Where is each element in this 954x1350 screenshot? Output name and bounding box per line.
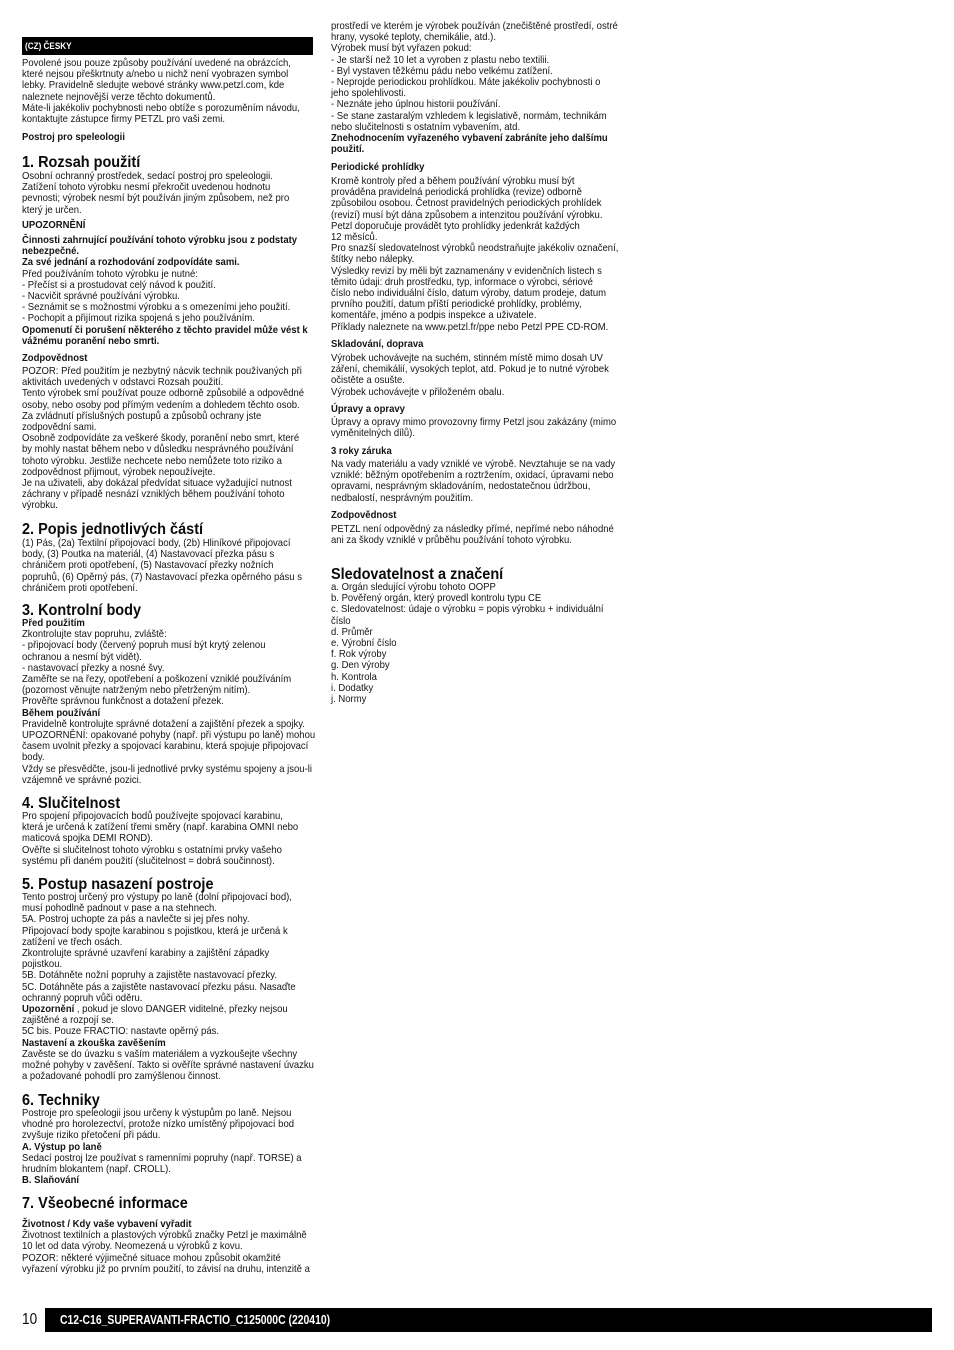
intro-paragraph: Povolené jsou pouze způsoby používání uvedené na obrázcích, které nejsou přeškrtnuty a/nebo u nichž není vyobrazen symbol lebky. Pravidelně sledujte webové stránky www.petzl.com, kde naleznete nejnovější verze těchto dokumentů. Máte-li jakékoliv pochybnosti nebo obtíže s porozuměním návodu, kontaktujte zástupce firmy PETZL pro vaši zemi. (22, 57, 300, 126)
during-use-label: Během používání (22, 706, 101, 719)
traceability-list (331, 582, 622, 705)
section-5-block (22, 892, 313, 1082)
suspension-test-label: Nastavení a zkouška zavěšením (22, 1036, 166, 1049)
right-column (331, 0, 622, 1300)
product-name: Postroj pro speleologii (22, 131, 125, 143)
section-1-warning-block (22, 235, 313, 347)
section-1-warning-label: UPOZORNĚNÍ (22, 219, 86, 231)
lifetime-text-part-1: Životnost textilních a plastových výrobků značky Petzl je maximálně 10 let od data výroby. Neomezená u výrobků z kovu. POZOR: některé výjimečné situace mohou způsobit okamžité vyřazení výrobku již po prvním použití, to závisí na druhu, intenzitě a (22, 1229, 310, 1275)
section-5-title: 5. Postup nasazení postroje (22, 876, 214, 893)
traceability-title: Sledovatelnost a značení (331, 566, 504, 583)
warranty-label: 3 roky záruka (331, 445, 392, 457)
before-use-text: Zkontrolujte stav popruhu, zvláště: - připojovací body (červený popruh musí být krytý zelenou ochranou a nesmí být vidět). - nastavovací přezky a nosné švy. Zaměřte se na řezy, opotřebení a poškození vzniklé používáním (pozornost věnujte natrženým nebo přetrženým nitím). Prověřte správnou funkčnost a dotažení přezek. (22, 628, 292, 708)
list-item: j. Normy (331, 693, 367, 706)
list-item: h. Kontrola (331, 670, 377, 683)
descent-label: B. Slaňování (22, 1174, 80, 1187)
rope-ascent-text: Sedací postroj lze používat s ramenními popruhy (např. TORSE) a hrudním blokantem (např. CROLL). (22, 1151, 302, 1176)
section-5-warning-label: Upozornění (22, 1003, 75, 1016)
list-item: c. Sledovatelnost: údaje o výrobku = popis výrobku + individuální číslo (331, 603, 604, 627)
liability-text: PETZL není odpovědný za následky přímé, nepřímé nebo náhodné ani za škody vzniklé v průběhu používání tohoto výrobku. (331, 523, 614, 547)
rope-ascent-label: A. Výstup po laně (22, 1140, 102, 1153)
modifications-label: Úpravy a opravy (331, 403, 405, 415)
left-column (22, 0, 316, 1300)
lifetime-label: Životnost / Kdy vaše vybavení vyřadit (22, 1218, 192, 1230)
lifetime-bold-note: Znehodnocením vyřazeného vybavení zabráníte jeho dalšímu použití. (331, 132, 608, 156)
lifetime-block (22, 1219, 313, 1275)
page-number: 10 (22, 1311, 38, 1328)
suspension-test-text: Zavěste se do úvazku s vaším materiálem a vyzkoušejte všechny možné pohyby v zavěšení. Takto si ověříte správné nastavení úvazku a požadované pohodlí pro zamýšlenou činnost. (22, 1047, 314, 1083)
list-item: b. Pověřený orgán, který provedl kontrolu typu CE (331, 592, 542, 605)
lifetime-continued-block (331, 21, 622, 155)
section-3-block (22, 617, 316, 786)
warning-bold-text-1: Činnosti zahrnující používání tohoto výrobku jsou z podstaty nebezpečné. Za své jednání a rozhodování zodpovídáte sami. (22, 234, 298, 269)
periodic-inspection-label: Periodické prohlídky (331, 161, 425, 173)
section-4-title: 4. Slučitelnost (22, 795, 121, 812)
section-5-text: Tento postroj určený pro výstupy po laně (dolní připojovací bod), musí pohodlně padnout v pase a na stehnech. 5A. Postroj uchopte za pás a navlečte si jej přes nohy. Připojovací body spojte karabinou s pojistkou, která je určená k zatížení ve třech osách. Zkontrolujte správné uzavření karabiny a zajištění západky pojistkou. 5B. Dotáhněte nožní popruhy a zajistěte nastavovací přezky. 5C. Dotáhněte pás a zajistěte nastavovací přezku pásu. Nasaďte ochranný popruh vůči oděru. (22, 891, 296, 1004)
list-item: i. Dodatky (331, 681, 374, 694)
footer-bar (45, 1308, 932, 1332)
section-4-text: Pro spojení připojovacích bodů používejte spojovací karabinu, která je určená k zatížení třemi směry (např. karabina OMNI nebo maticová spojka DEMI ROND). Ověřte si slučitelnost tohoto výrobku s ostatními prvky vašeho systému při daném použití (slučitelnost = dobrá součinnost). (22, 810, 299, 867)
section-5-warning (22, 1004, 313, 1038)
section-7-title: 7. Všeobecné informace (22, 1195, 188, 1212)
warning-text: Před používáním tohoto výrobku je nutné: - Přečíst si a prostudovat celý návod k použití. - Nacvičit správné používání výrobku. - Seznámit se s možnostmi výrobku a s omezeními jeho použití. - Pochopit a přijímout rizika spojená s jeho používáním. (22, 267, 291, 325)
section-2-title: 2. Popis jednotlivých částí (22, 521, 204, 538)
responsibility-label: Zodpovědnost (22, 352, 88, 364)
responsibility-text: POZOR: Před použitím je nezbytný nácvik technik používaných při aktivitách uvedených v odstavci Rozsah použití. Tento výrobek smí používat pouze odborně způsobilé a odpovědné osoby, nebo osoby pod přímým vedením a dohledem těchto osob. Za zvládnutí příslušných postupů a způsobů ochrany jste zodpovědní sami. Osobně zodpovídáte za veškeré škody, poranění nebo smrt, které by mohly nastat během nebo v důsledku nesprávného používání tohoto výrobku. Jestliže nechcete nebo nemůžete toto riziko a zodpovědnost přijmout, výrobek nepoužívejte. Je na uživateli, aby dokázal předvídat situace vyžadující nutnost záchrany v případě nesnází vzniklých během používání tohoto výrobku. (22, 365, 305, 512)
list-item: f. Rok výroby (331, 648, 387, 661)
document-code: C12-C16_SUPERAVANTI-FRACTIO_C125000C (220410) (60, 1312, 331, 1327)
warranty-text: Na vady materiálu a vady vzniklé ve výrobě. Nevztahuje se na vady vzniklé: běžným opotřebením a roztržením, oxidací, úpravami nebo opravami, nesprávným skladováním, nedostatečnou údržbou, nedbalostí, nesprávným použitím. (331, 458, 616, 504)
before-use-label: Před použitím (22, 617, 85, 629)
lifetime-text-part-2: prostředí ve kterém je výrobek používán (znečištěné prostředí, ostré hrany, vysoké teploty, chemikálie, atd.). Výrobek musí být vyřazen pokud: - Je starší než 10 let a vyroben z plastu nebo textilii. - Byl vystaven těžkému pádu nebo velkému zatížení. - Neprojde periodickou prohlídkou. Máte jakékoliv pochybnosti o jeho spolehlivosti. - Neznáte jeho úplnou historii používání. - Se stane zastaralým vzhledem k legislativě, normám, technikám nebo slučitelnosti s ostatním vybavením, atd. (331, 20, 618, 133)
warning-bold-text-2: Opomenutí či porušení některého z těchto pravidel může vést k vážnému poranění nebo smrti. (22, 323, 308, 347)
section-1-title: 1. Rozsah použití (22, 154, 141, 171)
storage-label: Skladování, doprava (331, 338, 424, 350)
section-5-warning-text: , pokud je slovo DANGER viditelné, přezky nejsou zajištěné a rozpojí se. 5C bis. Pouze FRACTIO: nastavte opěrný pás. (22, 1003, 288, 1038)
section-6-title: 6. Techniky (22, 1092, 100, 1109)
section-3-title: 3. Kontrolní body (22, 602, 142, 619)
section-1-text: Osobní ochranný prostředek, sedací postroj pro speleologii. Zatížení tohoto výrobku nesmí překročit uvedenou hodnotu pevnosti; výrobek nesmí být používán jiným způsobem, než pro který je určen. (22, 170, 290, 216)
section-6-text: Postroje pro speleologii jsou určeny k výstupům po laně. Nejsou vhodné pro horolezectví, protože nízko umístěný připojovací bod zvyšuje riziko přetočení při pádu. (22, 1107, 295, 1142)
list-item: e. Výrobní číslo (331, 637, 397, 650)
during-use-text: Pravidelně kontrolujte správné dotažení a zajištění přezek a spojky. UPOZORNĚNÍ: opakované pohyby (např. při výstupu po laně) mohou časem uvolnit přezky a spojovací karabinu, která spojuje připojovací body. Vždy se přesvědčte, jsou-li jednotlivé prvky systému spojeny a jsou-li vzájemně ve správné pozici. (22, 717, 316, 786)
list-item: d. Průměr (331, 625, 373, 638)
storage-text: Výrobek uchovávejte na suchém, stinném místě mimo dosah UV záření, chemikálií, vysokých teplot, atd. Pokud je to nutné výrobek očistěte a osušte. Výrobek uchovávejte v přiloženém obalu. (331, 352, 609, 398)
language-label: (CZ) ČESKY (25, 41, 72, 51)
periodic-inspection-text: Kromě kontroly před a během používání výrobku musí být prováděna pravidelná periodická prohlídka (revize) odborně způsobilou osobou. Četnost pravidelných periodických prohlídek (revizí) musí být dána způsobem a intenzitou používání výrobku. Petzl doporučuje provádět tyto prohlídky jedenkrát každých 12 měsíců. Pro snazší sledovatelnost výrobků neodstraňujte jakékoliv označení, štítky nebo nálepky. Výsledky revizí by měli být zaznamenány v evidenčních listech s těmito údaji: druh prostředku, typ, informace o výrobci, sériové číslo nebo individuální číslo, datum výroby, datum prodeje, datum prvního použití, datum příští periodické prohlídky, problémy, komentáře, jméno a podpis inspekce a uživatele. Příklady naleznete na www.petzl.fr/ppe nebo Petzl PPE CD-ROM. (331, 175, 619, 333)
list-item: a. Orgán sledující výrobu tohoto OOPP (331, 581, 496, 593)
list-item: g. Den výroby (331, 659, 390, 672)
liability-label: Zodpovědnost (331, 509, 397, 521)
section-6-block (22, 1108, 313, 1186)
section-2-text: (1) Pás, (2a) Textilní připojovací body, (2b) Hliníkové připojovací body, (3) Poutka na materiál, (4) Nastavovací přezka pásu s chráničem proti opotřebení, (5) Nastavovací přezky nožních popruhů, (6) Opěrný pás, (7) Nastavovací přezka opěrného pásu s chráničem proti opotřebení. (22, 537, 302, 594)
modifications-text: Úpravy a opravy mimo provozovny firmy Petzl jsou zakázány (mimo vyměnitelných dílů). (331, 416, 617, 440)
